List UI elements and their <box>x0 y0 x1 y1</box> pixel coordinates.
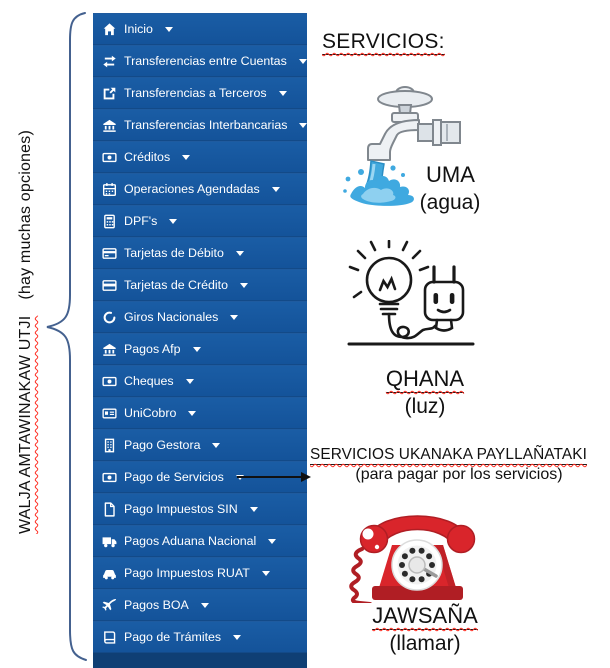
sidebar-item-pago-gestora[interactable] <box>93 429 307 461</box>
qhana-text: QHANA <box>385 366 465 391</box>
left-annotation-spanish: (hay muchas opciones) <box>17 130 34 300</box>
sidebar-item-tarjetas-de-credito[interactable] <box>93 269 307 301</box>
sidebar-item-transferencias-a-terceros[interactable] <box>93 77 307 109</box>
menu-label: Pago de Servicios <box>124 470 224 484</box>
bank-icon <box>102 342 117 357</box>
menu-label: Pago de Trámites <box>124 630 222 644</box>
service-sublabel-luz: (luz) <box>404 395 446 418</box>
menu-label: UniCobro <box>124 406 177 420</box>
chevron-down-icon <box>212 443 220 448</box>
id-card-icon <box>102 406 117 421</box>
sidebar-item-tarjetas-de-debito[interactable] <box>93 237 307 269</box>
jawsana-text: JAWSAÑA <box>372 603 478 628</box>
menu-label: Pagos Afp <box>124 342 181 356</box>
building-icon <box>102 438 117 453</box>
arrow-line <box>237 476 303 478</box>
sidebar-footer <box>93 653 307 668</box>
menu-label: Pagos BOA <box>124 598 189 612</box>
service-sublabel-agua: (agua) <box>419 191 481 214</box>
service-label-uma: UMA <box>426 162 475 187</box>
menu-label: Cheques <box>124 374 174 388</box>
menu-label: Inicio <box>124 22 153 36</box>
credit-card-icon <box>102 278 117 293</box>
sidebar-item-transferencias-entre-cuentas[interactable] <box>93 45 307 77</box>
red-telephone-image <box>340 499 492 603</box>
menu-label: DPF's <box>124 214 158 228</box>
banknote-icon <box>102 470 117 485</box>
service-label-jawsana <box>365 603 485 629</box>
file-icon <box>102 502 117 517</box>
sidebar-item-pagos-afp[interactable] <box>93 333 307 365</box>
menu-label: Pagos Aduana Nacional <box>124 534 257 548</box>
menu-label: Pago Gestora <box>124 438 201 452</box>
chevron-down-icon <box>233 635 241 640</box>
chevron-down-icon <box>272 187 280 192</box>
sidebar-item-dpfs[interactable] <box>93 205 307 237</box>
sidebar-item-pago-impuestos-ruat[interactable] <box>93 557 307 589</box>
sidebar-item-giros-nacionales[interactable] <box>93 301 307 333</box>
left-annotation-aymara: WALJA AMTAWINAKAW UTJI <box>17 315 34 534</box>
calendar-icon <box>102 182 117 197</box>
arrow-head-icon <box>301 472 311 482</box>
sidebar-item-pago-de-tramites[interactable] <box>93 621 307 653</box>
menu-label: Transferencias entre Cuentas <box>124 54 287 68</box>
chevron-down-icon <box>165 27 173 32</box>
sidebar-item-inicio[interactable] <box>93 13 307 45</box>
chevron-down-icon <box>268 539 276 544</box>
services-title-text: SERVICIOS: <box>322 30 445 53</box>
car-icon <box>102 566 117 581</box>
chevron-down-icon <box>240 283 248 288</box>
menu-label: Tarjetas de Crédito <box>124 278 228 292</box>
chevron-down-icon <box>182 155 190 160</box>
chevron-down-icon <box>188 411 196 416</box>
chevron-down-icon <box>230 315 238 320</box>
sidebar-item-pago-impuestos-sin[interactable] <box>93 493 307 525</box>
menu-label: Créditos <box>124 150 171 164</box>
truck-icon <box>102 534 117 549</box>
menu-label: Transferencias Interbancarias <box>124 118 288 132</box>
menu-label: Pago Impuestos RUAT <box>124 566 250 580</box>
service-label-qhana <box>375 366 475 392</box>
menu-label: Pago Impuestos SIN <box>124 502 238 516</box>
sidebar-item-operaciones-agendadas[interactable] <box>93 173 307 205</box>
sidebar-item-pagos-boa[interactable] <box>93 589 307 621</box>
exchange-icon <box>102 54 117 69</box>
book-icon <box>102 630 117 645</box>
chevron-down-icon <box>299 59 307 64</box>
circle-notch-icon <box>102 310 117 325</box>
chevron-down-icon <box>299 123 307 128</box>
pointer-annotation-text: SERVICIOS UKANAKA PAYLLAÑATAKI <box>310 446 587 463</box>
chevron-down-icon <box>279 91 287 96</box>
debit-card-icon <box>102 246 117 261</box>
menu-label: Tarjetas de Débito <box>124 246 224 260</box>
left-rotated-annotation <box>17 130 35 534</box>
light-bulb-and-plug-image <box>345 240 477 366</box>
sidebar-item-cheques[interactable] <box>93 365 307 397</box>
menu-label: Transferencias a Terceros <box>124 86 267 100</box>
sidebar-item-pagos-aduana-nacional[interactable] <box>93 525 307 557</box>
sidebar-item-creditos[interactable] <box>93 141 307 173</box>
chevron-down-icon <box>236 251 244 256</box>
chevron-down-icon <box>201 603 209 608</box>
services-title <box>322 30 445 54</box>
bank-icon <box>102 118 117 133</box>
banknote-icon <box>102 374 117 389</box>
curly-brace <box>40 8 92 666</box>
chevron-down-icon <box>250 507 258 512</box>
chevron-down-icon <box>186 379 194 384</box>
home-icon <box>102 22 117 37</box>
menu-label: Operaciones Agendadas <box>124 182 260 196</box>
chevron-down-icon <box>193 347 201 352</box>
chevron-down-icon <box>262 571 270 576</box>
banknote-icon <box>102 150 117 165</box>
calculator-icon <box>102 214 117 229</box>
pointer-annotation-aymara <box>310 446 587 464</box>
plane-icon <box>102 598 117 613</box>
menu-label: Giros Nacionales <box>124 310 219 324</box>
service-sublabel-llamar: (llamar) <box>389 632 461 655</box>
sidebar-item-transferencias-interbancarias[interactable] <box>93 109 307 141</box>
external-link-icon <box>102 86 117 101</box>
pointer-annotation-spanish: (para pagar por los servicios) <box>355 466 563 483</box>
sidebar-menu <box>93 13 307 668</box>
sidebar-item-unicobro[interactable] <box>93 397 307 429</box>
chevron-down-icon <box>169 219 177 224</box>
